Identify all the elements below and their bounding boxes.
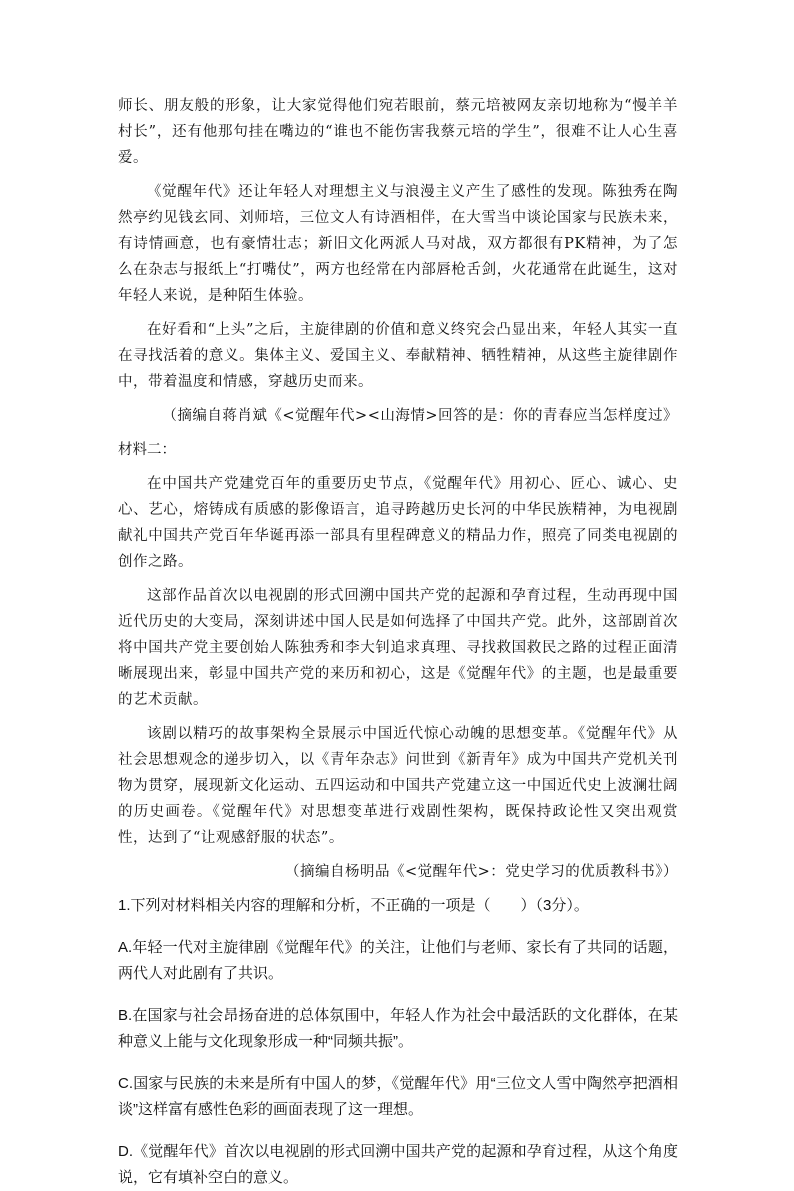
material2-paragraph-2: 这部作品首次以电视剧的形式回溯中国共产党的起源和孕育过程，生动再现中国近代历史的大变局，深刻讲述中国人民是如何选择了中国共产党。此外，这部剧首次将中国共产党主要创始人陈独秀和李大钊追求真理、寻找救国救民之路的过程正面清晰展现出来，彰显中国共产党的来历和初心，这是《觉醒年代》的主题，也是最重要的艺术贡献。 xyxy=(118,588,678,708)
document-content xyxy=(118,93,678,1191)
option-b: B.在国家与社会昂扬奋进的总体氛围中，年轻人作为社会中最活跃的文化群体，在某种意义上能与文化现象形成一种“同频共振”。 xyxy=(118,1007,678,1050)
material2-source: （摘编自杨明品《<觉醒年代>：党史学习的优质教科书》） xyxy=(284,864,678,880)
material2-label: 材料二： xyxy=(118,442,176,458)
question-stem: 1.下列对材料相关内容的理解和分析，不正确的一项是（ ）（3分）。 xyxy=(118,897,589,914)
material1-source: （摘编自蒋肖斌《<觉醒年代><山海情>回答的是：你的青春应当怎样度过》 xyxy=(162,408,678,424)
material1-paragraph-1: 师长、朋友般的形象，让大家觉得他们宛若眼前，蔡元培被网友亲切地称为“慢羊羊村长”，还有他那句挂在嘴边的“谁也不能伤害我蔡元培的学生”，很难不让人心生喜爱。 xyxy=(118,98,678,166)
option-a: A.年轻一代对主旋律剧《觉醒年代》的关注，让他们与老师、家长有了共同的话题，两代人对此剧有了共识。 xyxy=(118,939,678,982)
material2-paragraph-1: 在中国共产党建党百年的重要历史节点，《觉醒年代》用初心、匠心、诚心、史心、艺心，熔铸成有质感的影像语言，追寻跨越历史长河的中华民族精神，为电视剧献礼中国共产党百年华诞再添一部具有里程碑意义的精品力作，照亮了同类电视剧的创作之路。 xyxy=(118,476,678,570)
option-d: D.《觉醒年代》首次以电视剧的形式回溯中国共产党的起源和孕育过程，从这个角度说，它有填补空白的意义。 xyxy=(118,1143,678,1186)
option-c: C.国家与民族的未来是所有中国人的梦，《觉醒年代》用“三位文人雪中陶然亭把酒相谈”这样富有感性色彩的画面表现了这一理想。 xyxy=(118,1075,678,1118)
material2-paragraph-3: 该剧以精巧的故事架构全景展示中国近代惊心动魄的思想变革。《觉醒年代》从社会思想观念的递步切入，以《青年杂志》问世到《新青年》成为中国共产党机关刊物为贯穿，展现新文化运动、五四运动和中国共产党建立这一中国近代史上波澜壮阔的历史画卷。《觉醒年代》对思想变革进行戏剧性架构，既保持政论性又突出观赏性，达到了“让观感舒服的状态”。 xyxy=(118,726,678,846)
material1-paragraph-2: 《觉醒年代》还让年轻人对理想主义与浪漫主义产生了感性的发现。陈独秀在陶然亭约见钱玄同、刘师培，三位文人有诗酒相伴，在大雪当中谈论国家与民族未来，有诗情画意，也有豪情壮志；新旧文化两派人马对战，双方都很有PK精神，为了怎么在杂志与报纸上“打嘴仗”，两方也经常在内部唇枪舌剑，火花通常在此诞生，这对年轻人来说，是种陌生体验。 xyxy=(118,184,678,304)
material1-paragraph-3: 在好看和“上头”之后，主旋律剧的价值和意义终究会凸显出来，年轻人其实一直在寻找活着的意义。集体主义、爱国主义、奉献精神、牺牲精神，从这些主旋律剧作中，带着温度和情感，穿越历史而来。 xyxy=(118,322,678,390)
